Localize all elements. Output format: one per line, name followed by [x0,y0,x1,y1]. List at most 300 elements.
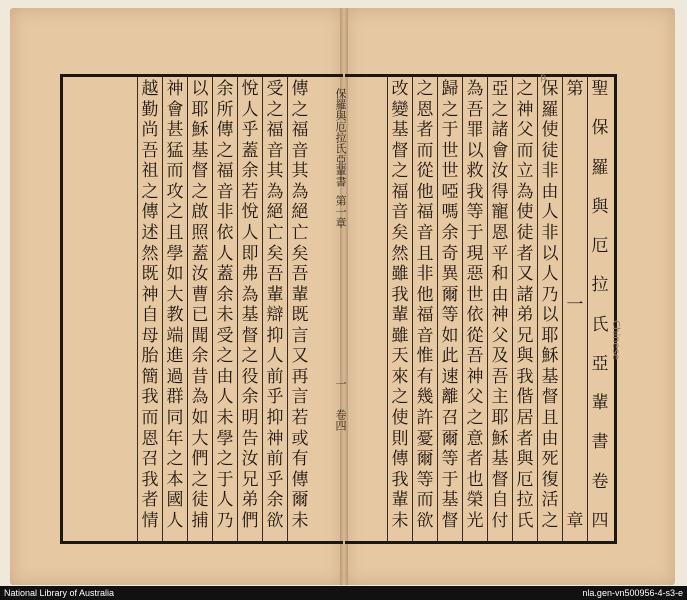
text-character: 簡 [141,366,159,387]
text-character: 于 [466,222,484,243]
text-character: 死 [541,449,559,470]
text-character: 氏 [591,314,609,335]
text-column [588,80,612,530]
text-character: 父 [516,120,534,141]
text-character: 使 [516,202,534,223]
text-character: 羅 [591,157,609,178]
text-character: 者 [141,490,159,511]
text-character: 諸 [491,120,509,141]
column-divider [212,77,213,541]
text-character: 及 [491,346,509,367]
text-character: 教 [166,305,184,326]
text-character: 祖 [141,161,159,182]
text-character: 厄 [516,469,534,490]
text-character: 既 [141,264,159,285]
pencil-note: p [540,72,547,83]
text-character: 或 [291,428,309,449]
text-character: 輩 [591,393,609,414]
text-column [413,80,437,530]
text-character: 其 [291,161,309,182]
text-column [138,80,162,530]
text-character: 且 [416,243,434,264]
text-column [488,80,512,530]
text-column [388,80,412,530]
text-character: 言 [291,387,309,408]
text-character: 一 [566,295,584,315]
text-character: 現 [466,243,484,264]
text-character: 立 [516,161,534,182]
text-character: 年 [166,428,184,449]
text-character: 神 [266,428,284,449]
text-character: 大 [166,284,184,305]
text-character: 我 [466,181,484,202]
text-character: 乎 [266,387,284,408]
text-character: 與 [516,449,534,470]
text-character: 之 [491,99,509,120]
text-character: 人 [541,202,559,223]
text-character: 穌 [191,120,209,141]
text-character: 之 [441,99,459,120]
text-character: 悅 [241,79,259,99]
text-character: 恩 [416,99,434,120]
text-character: 罪 [466,120,484,141]
text-character: 爾 [441,284,459,305]
centre-chapter: 第一章 [334,195,347,228]
text-character: 督 [191,161,209,182]
text-character: 余 [441,222,459,243]
text-character: 吾 [466,99,484,120]
text-character: 督 [391,140,409,161]
text-character: 之 [216,449,234,470]
text-character: 矣 [291,243,309,264]
text-character: 雖 [391,264,409,285]
text-character: 人 [541,264,559,285]
text-character: 胎 [141,346,159,367]
text-character: 啟 [191,202,209,223]
text-character: 絕 [291,202,309,223]
text-character: 歸 [441,79,459,99]
text-character: 惟 [416,346,434,367]
text-character: 之 [391,161,409,182]
text-column [288,80,312,530]
column-divider [237,77,238,541]
text-character: 自 [141,305,159,326]
text-character: 主 [491,387,509,408]
text-character: 使 [541,120,559,141]
pencil-note-chinese: Chinese [610,320,621,360]
text-character: 告 [241,428,259,449]
text-character: 父 [491,325,509,346]
text-character: 由 [541,428,559,449]
text-character: 又 [516,264,534,285]
text-character: 們 [241,510,259,531]
text-character: 活 [541,490,559,511]
text-character: 也 [466,469,484,490]
text-character: 吾 [141,140,159,161]
text-character: 與 [516,346,534,367]
text-character: 聞 [191,325,209,346]
text-character: 惡 [466,264,484,285]
text-character: 居 [516,408,534,428]
text-character: 神 [166,79,184,99]
text-character: 余 [241,161,259,182]
text-character: 父 [466,387,484,408]
text-character: 之 [241,346,259,367]
text-character: 之 [141,181,159,202]
column-divider [587,77,588,541]
text-character: 傳 [291,79,309,99]
text-character: 為 [466,79,484,99]
text-character: 蓋 [191,243,209,264]
text-character: 自 [491,490,509,511]
text-character: 進 [166,346,184,367]
text-character: 爾 [291,490,309,511]
text-character: 世 [441,140,459,161]
text-character: 者 [516,243,534,264]
text-character: 從 [466,325,484,346]
text-character: 以 [541,243,559,264]
text-character: 與 [591,196,609,217]
text-character: 音 [291,140,309,161]
text-character: 人 [216,243,234,264]
text-character: 乎 [266,469,284,490]
text-character: 者 [466,449,484,470]
text-character: 弗 [241,264,259,285]
text-character: 受 [266,79,284,99]
text-character: 過 [166,366,184,387]
text-character: 嗎 [441,202,459,223]
text-character: 而 [416,490,434,511]
text-character: 辯 [266,305,284,326]
text-character: 救 [466,161,484,182]
text-character: 欲 [266,510,284,531]
text-character: 速 [441,366,459,387]
column-divider [387,77,388,541]
text-character: 等 [466,202,484,223]
column-divider [462,77,463,541]
text-character: 為 [191,387,209,408]
text-character: 人 [266,346,284,367]
centre-title: 保羅與厄拉氏亞輩書 [334,88,347,187]
text-character: 人 [216,490,234,511]
footer-bar [0,586,687,600]
text-character: 非 [541,222,559,243]
text-character: 依 [466,305,484,326]
text-character: 離 [441,387,459,408]
text-column [263,80,287,530]
text-character: 基 [241,305,259,326]
text-character: 而 [141,408,159,428]
text-character: 輩 [391,490,409,511]
text-character: 越 [141,79,159,99]
text-character: 人 [241,99,259,120]
text-character: 本 [166,469,184,490]
text-character: 音 [216,181,234,202]
text-character: 神 [491,305,509,326]
text-character: 得 [491,181,509,202]
column-divider [262,77,263,541]
text-character: 如 [166,264,184,285]
text-character: 未 [291,510,309,531]
text-character: 福 [291,120,309,141]
text-character: 亞 [491,79,509,99]
text-character: 為 [516,181,534,202]
text-character: 明 [241,408,259,428]
column-divider [512,77,513,541]
text-character: 且 [166,222,184,243]
text-character: 等 [441,449,459,470]
text-character: 神 [516,99,534,120]
text-character: 亞 [591,353,609,374]
text-character: 之 [291,99,309,120]
text-character: 即 [241,243,259,264]
column-divider [187,77,188,541]
text-character: 音 [391,202,409,223]
text-character: 基 [191,140,209,161]
text-character: 世 [466,284,484,305]
text-character: 情 [141,510,159,531]
centre-margin-strip [325,80,355,540]
text-character: 之 [191,181,209,202]
text-character: 群 [166,387,184,408]
text-character: 基 [491,449,509,470]
text-column [513,80,537,530]
text-character: 其 [266,161,284,182]
text-character: 若 [291,408,309,428]
text-character: 人 [216,387,234,408]
text-character: 召 [441,408,459,428]
text-character: 基 [541,366,559,387]
text-character: 他 [416,284,434,305]
text-character: 保 [591,118,609,139]
text-character: 汝 [191,264,209,285]
text-character: 偕 [516,387,534,408]
text-character: 矣 [391,222,409,243]
column-divider [137,77,138,541]
text-column [163,80,187,530]
text-character: 羅 [541,99,559,120]
text-character: 昔 [191,366,209,387]
text-character: 人 [241,222,259,243]
text-character: 于 [216,469,234,490]
text-character: 之 [516,79,534,99]
text-character: 由 [491,284,509,305]
text-character: 矣 [266,243,284,264]
text-character: 已 [191,305,209,326]
text-character: 之 [216,140,234,161]
centre-page-number: 一 [334,378,347,389]
text-character: 書 [591,432,609,453]
column-divider [162,77,163,541]
text-character: 為 [266,181,284,202]
text-character: 欲 [416,510,434,531]
text-character: 徒 [191,490,209,511]
text-character: 所 [216,99,234,120]
footer-identifier: nla.gen-vn500956-4-s3-e [582,588,683,598]
text-character: 非 [541,161,559,182]
text-column [463,80,487,530]
text-character: 曹 [191,284,209,305]
text-character: 余 [241,387,259,408]
text-character: 未 [216,305,234,326]
text-character: 乎 [241,120,259,141]
text-character: 等 [441,305,459,326]
text-character: 未 [391,510,409,531]
text-character: 述 [141,222,159,243]
text-character: 之 [391,387,409,408]
text-character: 悅 [241,202,259,223]
text-character: 平 [491,243,509,264]
text-column [238,80,262,530]
text-character: 汝 [491,161,509,182]
text-character: 奇 [441,243,459,264]
text-character: 傳 [141,202,159,223]
text-character: 榮 [466,490,484,511]
text-character: 同 [166,408,184,428]
text-character: 徒 [541,140,559,161]
text-character: 章 [566,511,584,531]
text-character: 恩 [491,222,509,243]
text-character: 付 [491,510,509,531]
text-character: 汝 [241,449,259,470]
text-character: 大 [191,428,209,449]
text-character: 勤 [141,99,159,120]
column-divider [487,77,488,541]
text-character: 變 [391,99,409,120]
text-column [438,80,462,530]
text-character: 之 [266,99,284,120]
text-character: 之 [191,469,209,490]
text-character: 聖 [591,79,609,99]
text-character: 非 [416,264,434,285]
text-character: 基 [391,120,409,141]
text-character: 學 [216,428,234,449]
text-character: 來 [391,366,409,387]
text-character: 基 [441,490,459,511]
text-character: 之 [166,449,184,470]
text-character: 幾 [416,387,434,408]
text-character: 耶 [191,99,209,120]
text-character: 世 [441,161,459,182]
text-character: 余 [216,284,234,305]
text-character: 抑 [266,325,284,346]
text-character: 督 [541,387,559,408]
text-character: 神 [141,284,159,305]
text-character: 乃 [541,284,559,305]
text-character: 余 [191,346,209,367]
text-character: 由 [541,181,559,202]
text-character: 之 [216,346,234,367]
text-character: 有 [291,449,309,470]
text-character: 神 [466,366,484,387]
column-divider [412,77,413,541]
text-character: 以 [466,140,484,161]
column-divider [287,77,288,541]
text-character: 輩 [391,305,409,326]
text-character: 亡 [266,222,284,243]
text-character: 蓋 [241,140,259,161]
text-character: 吾 [266,264,284,285]
text-character: 會 [166,99,184,120]
text-character: 寵 [491,202,509,223]
text-character: 第 [566,79,584,99]
text-character: 四 [591,510,609,531]
text-character: 召 [141,449,159,470]
text-character: 音 [416,325,434,346]
text-character: 耶 [491,408,509,428]
text-character: 又 [291,346,309,367]
text-character: 福 [216,161,234,182]
text-character: 如 [191,408,209,428]
text-character: 抑 [266,408,284,428]
text-character: 拉 [516,490,534,511]
text-character: 非 [216,202,234,223]
text-character: 且 [541,408,559,428]
text-character: 厄 [591,236,609,257]
text-character: 未 [216,408,234,428]
text-character: 母 [141,325,159,346]
text-character: 于 [441,120,459,141]
text-character: 尚 [141,120,159,141]
text-character: 者 [516,428,534,449]
text-character: 福 [416,305,434,326]
text-character: 弟 [516,305,534,326]
text-character: 猛 [166,140,184,161]
text-character: 傳 [291,469,309,490]
text-character: 如 [441,325,459,346]
text-character: 弟 [241,490,259,511]
text-character: 和 [491,264,509,285]
text-character: 音 [266,140,284,161]
text-column [538,80,562,530]
column-divider [537,77,538,541]
text-character: 蓋 [216,264,234,285]
text-character: 于 [441,469,459,490]
text-character: 言 [291,325,309,346]
text-character: 卷 [591,471,609,492]
text-character: 雖 [391,325,409,346]
text-character: 之 [416,79,434,99]
text-character: 余 [266,490,284,511]
text-character: 照 [191,222,209,243]
text-character: 以 [541,305,559,326]
text-character: 前 [266,366,284,387]
text-character: 改 [391,79,409,99]
text-character: 異 [441,264,459,285]
text-character: 絕 [266,202,284,223]
text-character: 傳 [216,120,234,141]
text-character: 有 [416,366,434,387]
text-character: 攻 [166,181,184,202]
text-character: 他 [416,181,434,202]
text-character: 為 [241,284,259,305]
text-character: 徒 [516,222,534,243]
column-divider [437,77,438,541]
text-character: 保 [541,79,559,99]
text-character: 輩 [291,284,309,305]
text-character: 學 [166,243,184,264]
text-character: 輩 [266,284,284,305]
text-character: 吾 [291,264,309,285]
text-character: 天 [391,346,409,367]
text-character: 乃 [216,510,234,531]
text-character: 而 [166,161,184,182]
text-character: 們 [191,449,209,470]
text-character: 從 [416,161,434,182]
text-character: 督 [491,469,509,490]
text-character: 吾 [466,346,484,367]
text-character: 則 [391,428,409,449]
